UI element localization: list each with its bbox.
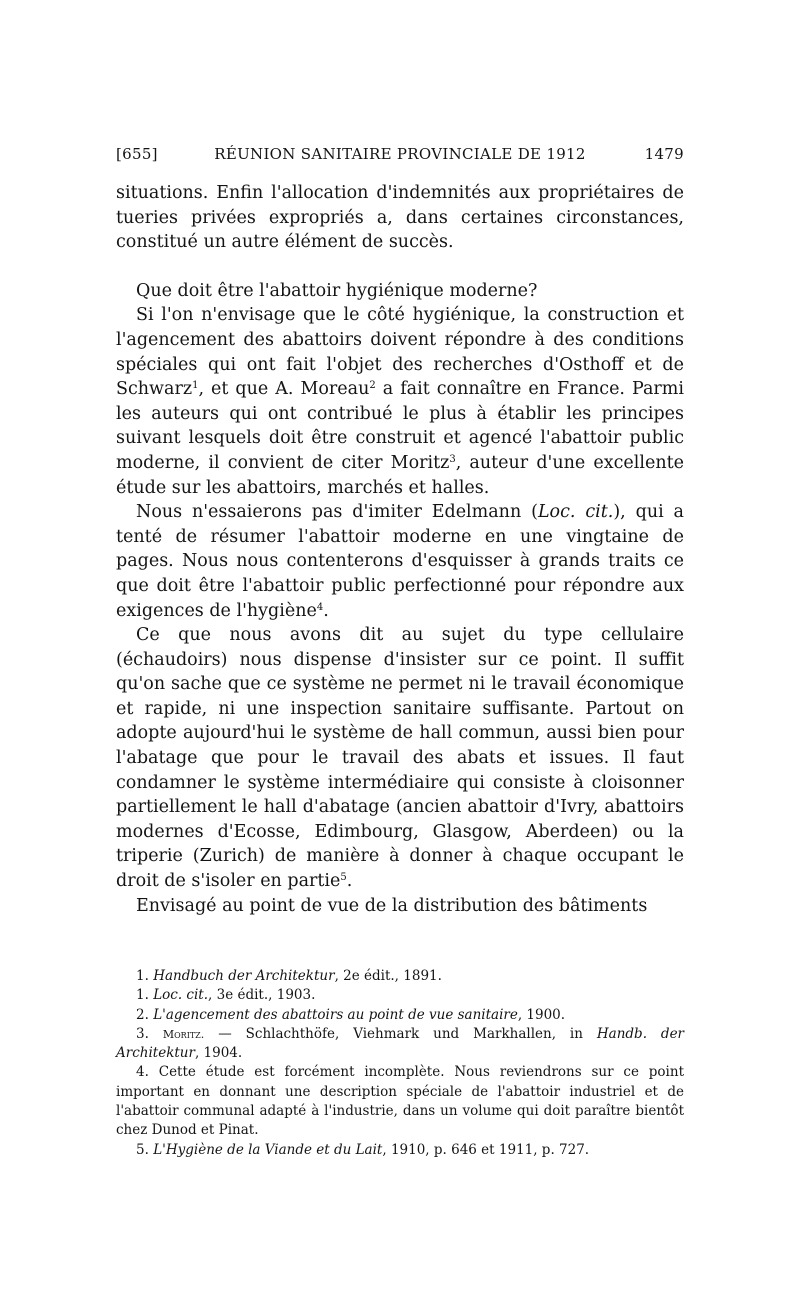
footnote: 5. L'Hygiène de la Viande et du Lait, 1910, p. 646 et 1911, p. 727. (136, 1141, 590, 1158)
running-header (116, 145, 684, 167)
page-bracket-number: [655] (116, 145, 158, 163)
footnote: 3. Moritz. — Schlachthöfe, Viehmark und Markhallen, in Handb. der Architektur, 1904. (116, 1025, 685, 1062)
footnote: 1. Loc. cit., 3e édit., 1903. (136, 987, 316, 1004)
footnotes (116, 967, 684, 1160)
paragraph-3: Si l'on n'envisage que le côté hygiénique, la construction et l'agencement des abattoirs doivent répondre à des conditions spéciales qui ont fait l'objet des recherches d'Osthoff et de Schwarz$^1$, et que A. Moreau$^2$ a fait connaître en France. Parmi les auteurs qui ont contribué le plus à établir les principes suivant lesquels doit être construit et agencé l'abattoir public moderne, il convient de citer Moritz$^3$, auteur d'une excellente étude sur les abattoirs, marchés et halles. (116, 305, 684, 498)
footnote-ref: 1 (192, 380, 199, 392)
paragraph-1: situations. Enfin l'allocation d'indemnités aux propriétaires de tueries privées expropriés a, dans certaines circonstances, constitué un autre élément de succès. (116, 183, 684, 253)
paragraph-2: Que doit être l'abattoir hygiénique moderne? (136, 280, 538, 301)
main-text (116, 181, 684, 918)
footnote-ref: 3 (449, 453, 456, 465)
footnote-ref: 2 (369, 380, 376, 392)
footnote-ref: 5 (340, 872, 347, 884)
footnote: 2. L'agencement des abattoirs au point de vue sanitaire, 1900. (136, 1006, 566, 1023)
running-title: RÉUNION SANITAIRE PROVINCIALE DE 1912 (214, 145, 586, 163)
page-number: 1479 (644, 145, 684, 163)
paragraph-4: Nous n'essaierons pas d'imiter Edelmann (Loc. cit.), qui a tenté de résumer l'abattoir moderne en une vingtaine de pages. Nous nous contenterons d'esquisser à grands traits ce que doit être l'abattoir public perfectionné pour répondre aux exigences de l'hygiène$^4$. (116, 502, 684, 621)
footnote: 1. Handbuch der Architektur, 2e édit., 1891. (136, 968, 442, 984)
footnote-ref: 4 (316, 601, 324, 613)
paragraph-5: Ce que nous avons dit au sujet du type cellulaire (échaudoirs) nous dispense d'insister sur ce point. Il suffit qu'on sache que ce système ne permet ni le travail économique et rapide, ni une inspection sanitaire suffisante. Partout on adopte aujourd'hui le système de hall commun, aussi bien pour l'abatage que pour le travail des abats et issues. Il faut condamner le système intermédiaire qui consiste à cloisonner partiellement le hall d'abatage (ancien abattoir d'Ivry, abattoirs modernes d'Ecosse, Edimbourg, Glasgow, Aberdeen) ou la triperie (Zurich) de manière à donner à chaque occupant le droit de s'isoler en partie$^5$. (116, 625, 684, 892)
footnote: 4. Cette étude est forcément incomplète. Nous reviendrons sur ce point important en donnant une description spéciale de l'abattoir industriel et de l'abattoir communal adapté à l'industrie, dans un volume qui doit paraître bientôt chez Dunod et Pinat. (116, 1064, 684, 1139)
paragraph-6: Envisagé au point de vue de la distribution des bâtiments (136, 895, 648, 916)
